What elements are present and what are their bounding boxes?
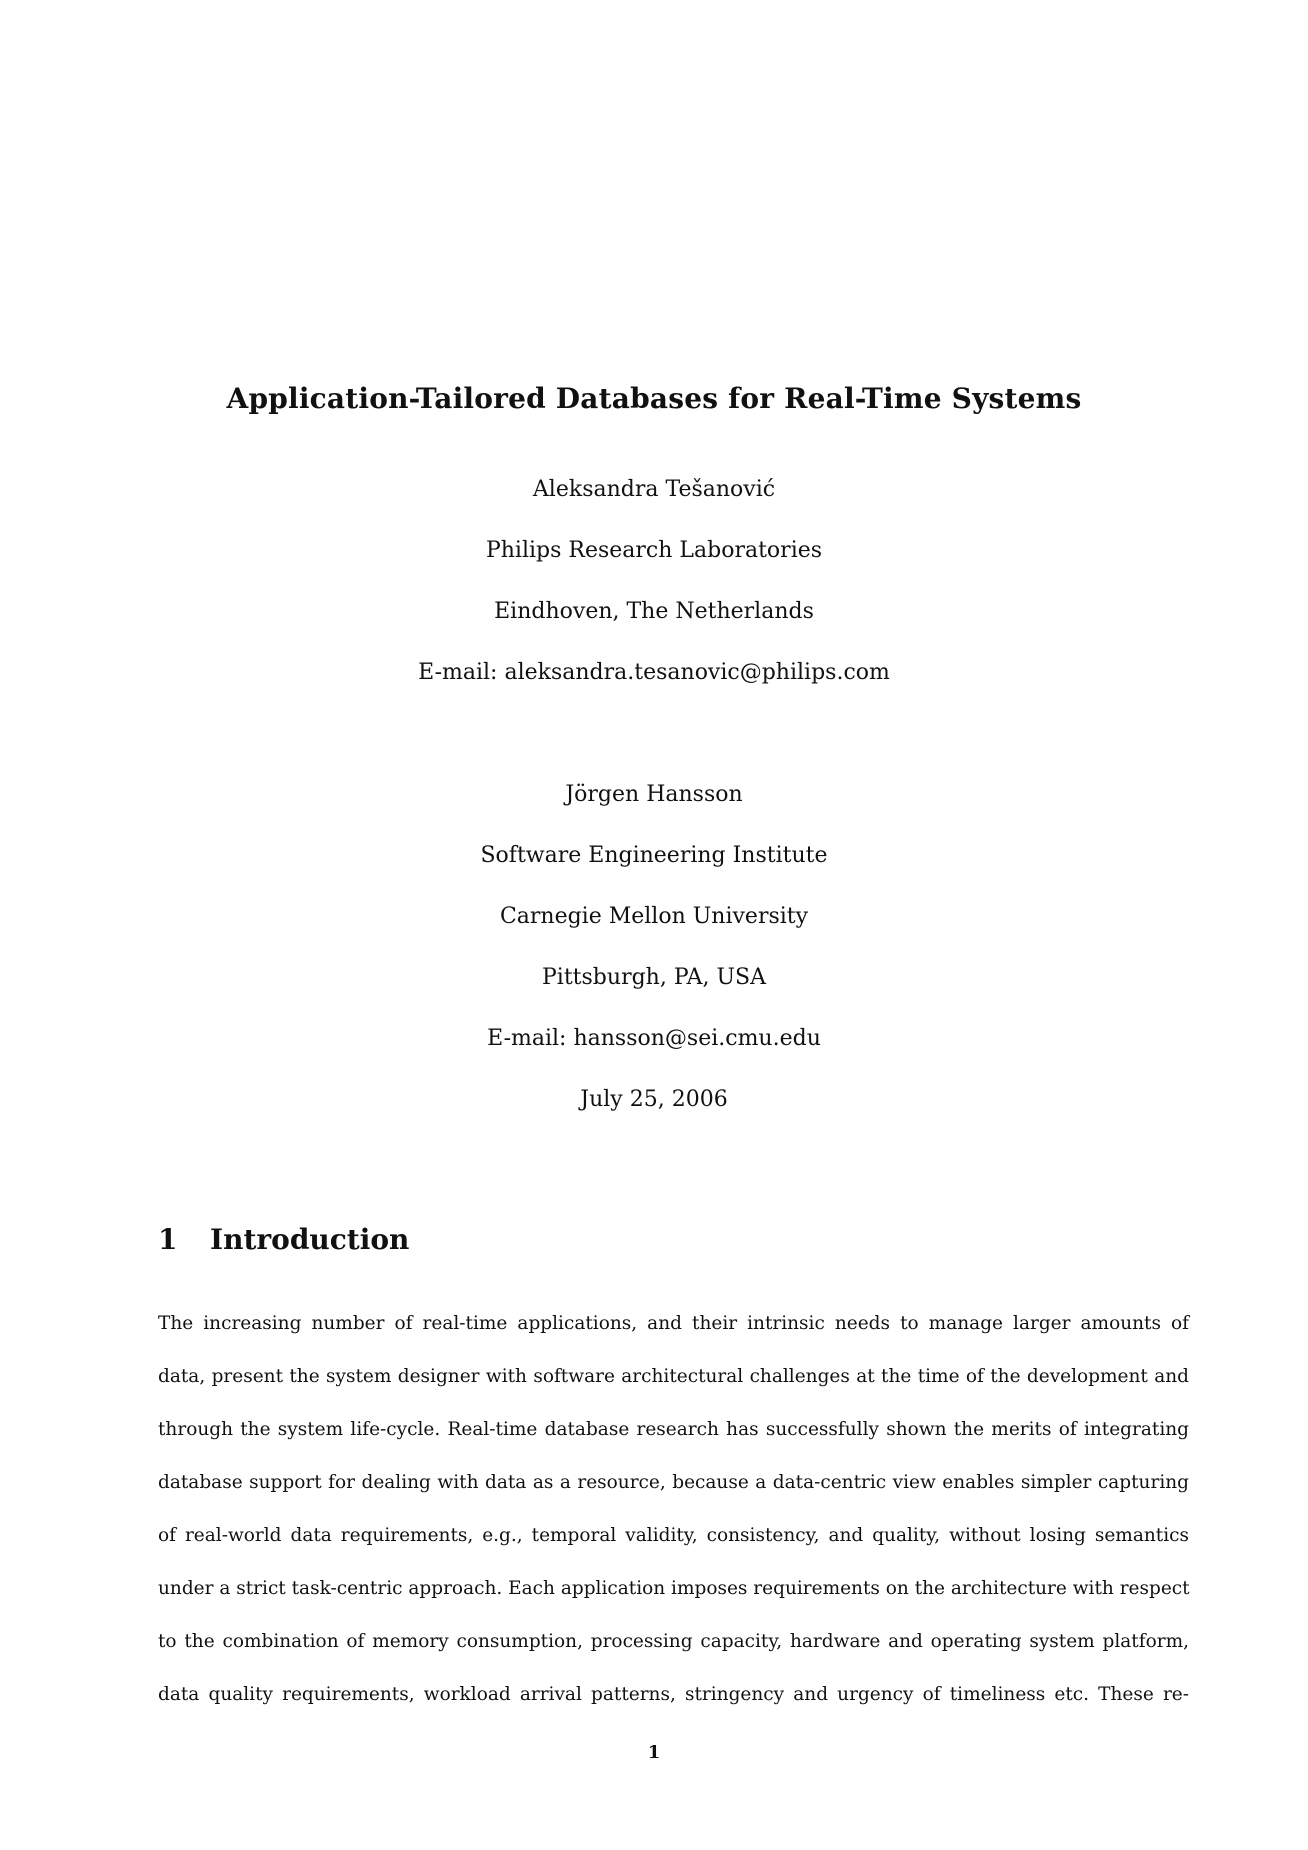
intro-paragraph (158, 1297, 1189, 1721)
body-line: through the system life-cycle. Real-time database research has successfully shown the merits of integrating (158, 1419, 1189, 1440)
author-spacer (0, 720, 1308, 781)
author-block (0, 476, 1308, 1147)
author-1-name: Aleksandra Tešanović (532, 477, 776, 502)
author-2-email: E-mail: hansson@sei.cmu.edu (487, 1026, 821, 1051)
author-2-university: Carnegie Mellon University (499, 904, 809, 929)
body-line: database support for dealing with data as a resource, because a data-centric view enables simpler capturing (158, 1472, 1189, 1493)
page-number: 1 (647, 1742, 661, 1763)
body-line: data quality requirements, workload arrival patterns, stringency and urgency of timeliness etc. These re- (158, 1684, 1189, 1705)
body-line: under a strict task-centric approach. Each application imposes requirements on the architecture with respect (158, 1578, 1190, 1599)
author-2-name: Jörgen Hansson (565, 782, 743, 807)
body-line: data, present the system designer with software architectural challenges at the time of the development and (158, 1366, 1189, 1387)
author-2 (0, 781, 1308, 1086)
body-line: The increasing number of real-time applications, and their intrinsic needs to manage larger amounts of (158, 1313, 1189, 1334)
author-1-location: Eindhoven, The Netherlands (494, 599, 814, 624)
body-line: to the combination of memory consumption, processing capacity, hardware and operating system platform, (158, 1631, 1189, 1652)
author-1-email: E-mail: aleksandra.tesanovic@philips.com (418, 660, 890, 685)
section-number: 1 (158, 1223, 178, 1256)
author-2-affiliation: Software Engineering Institute (480, 843, 828, 868)
paper-title: Application-Tailored Databases for Real-Time Systems (226, 382, 1082, 415)
body-line: of real-world data requirements, e.g., temporal validity, consistency, and quality, without losing semantics (158, 1525, 1189, 1546)
paper-date: July 25, 2006 (580, 1087, 728, 1112)
section-heading (158, 1223, 409, 1256)
section-title: Introduction (210, 1223, 410, 1256)
author-2-location: Pittsburgh, PA, USA (542, 965, 766, 990)
author-1 (0, 476, 1308, 720)
author-1-affiliation: Philips Research Laboratories (485, 538, 823, 563)
